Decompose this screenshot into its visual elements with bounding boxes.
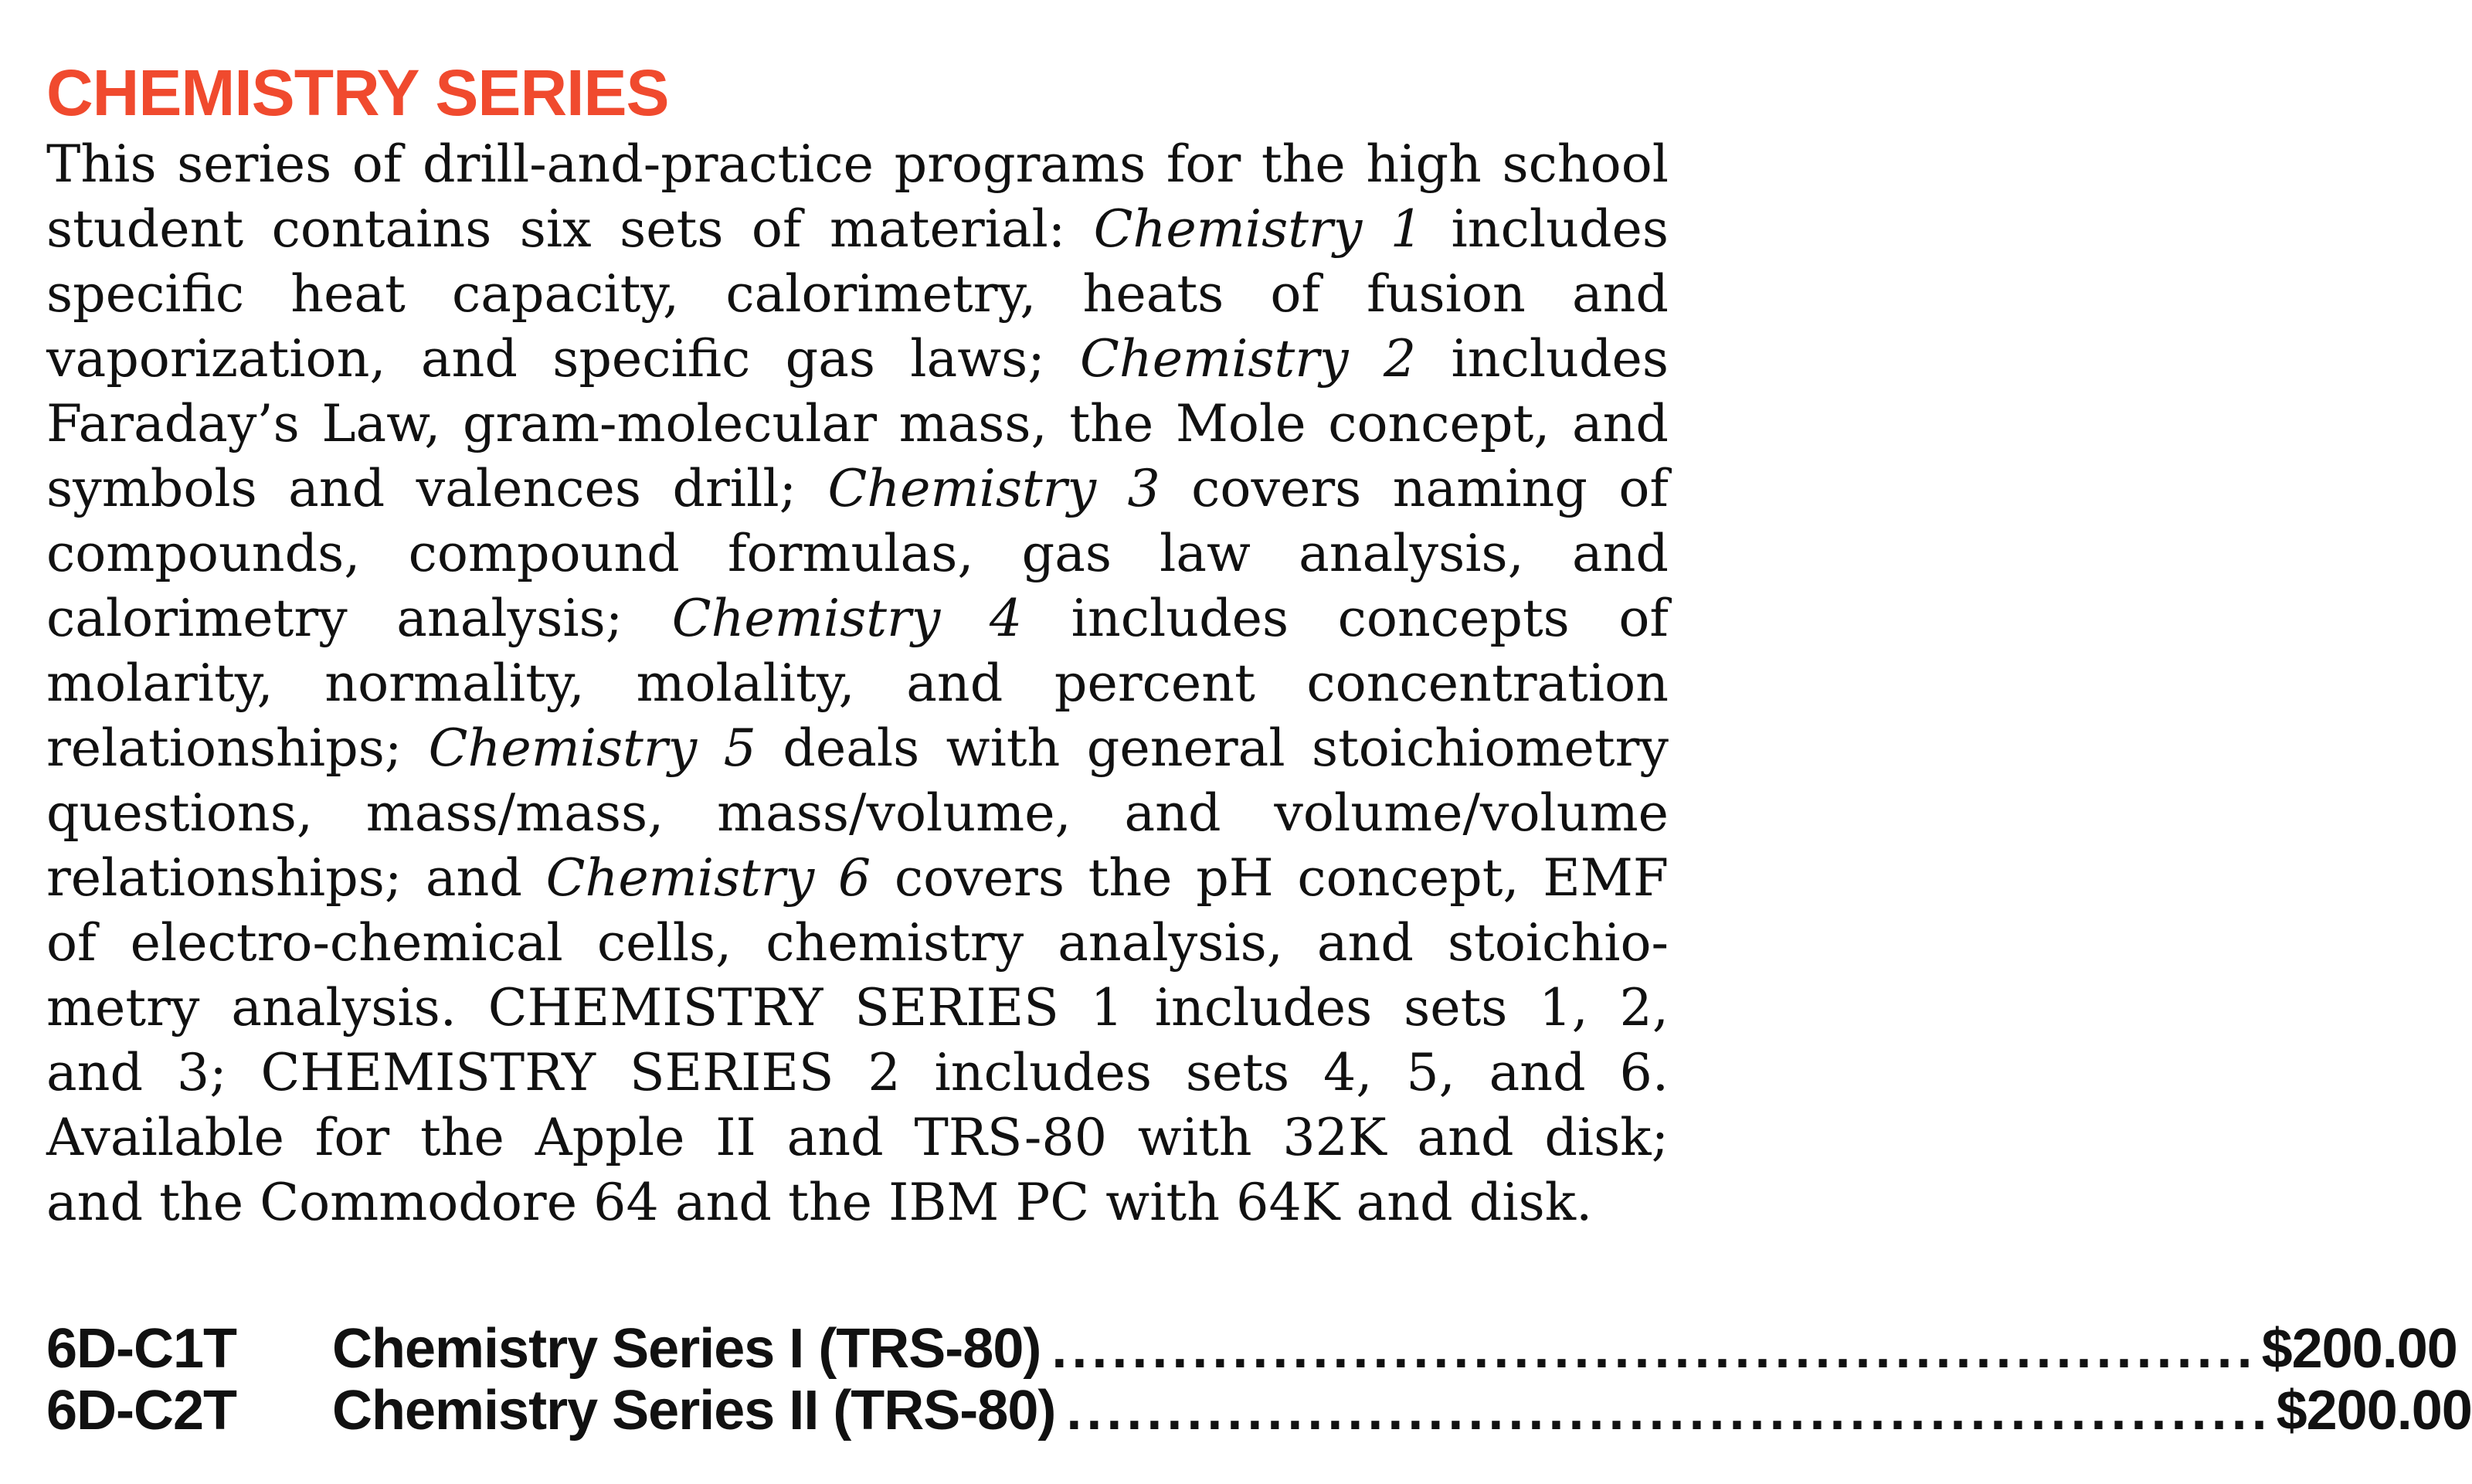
product-name: Chemistry Series I (TRS-80): [332, 1318, 1041, 1380]
text-segment: includes: [1416, 328, 1669, 389]
text-segment: relationships; and: [46, 847, 546, 908]
product-row: [46, 1379, 2472, 1442]
description-paragraph: [46, 131, 1669, 1234]
text-segment: metry analysis. CHEMISTRY SERIES 1 includes sets 1, 2,: [46, 977, 1669, 1037]
text-segment: vaporization, and specific gas laws;: [46, 328, 1080, 389]
text-segment: molarity, normality, molality, and percent concentration: [46, 653, 1669, 713]
product-price: $200.00: [2276, 1380, 2472, 1442]
text-segment: includes concepts of: [1022, 588, 1669, 648]
program-title: Chemistry 1: [1093, 199, 1424, 259]
text-segment: compounds, compound formulas, gas law analysis, and: [46, 523, 1669, 583]
product-list: [46, 1317, 2472, 1442]
program-title: Chemistry 6: [545, 847, 871, 908]
text-line: [46, 910, 1669, 975]
dot-leader: ............................................................: [1051, 1318, 2257, 1380]
dot-leader: ............................................................: [1066, 1380, 2272, 1442]
text-line: [46, 1170, 1669, 1234]
text-segment: and the Commodore 64 and the IBM PC with 64K and disk.: [46, 1172, 1593, 1232]
product-code: 6D-C1T: [46, 1318, 237, 1380]
program-title: Chemistry 2: [1079, 328, 1417, 389]
product-code: 6D-C2T: [46, 1380, 237, 1442]
text-segment: calorimetry analysis;: [46, 588, 672, 648]
text-line: [46, 326, 1669, 391]
text-segment: covers naming of: [1160, 458, 1669, 518]
text-segment: of electro-chemical cells, chemistry analysis, and stoichio-: [46, 912, 1669, 973]
text-segment: relationships;: [46, 718, 429, 778]
text-segment: Available for the Apple II and TRS-80 with 32K and disk;: [46, 1107, 1669, 1167]
text-line: [46, 1040, 1669, 1105]
program-title: Chemistry 3: [827, 458, 1160, 518]
text-segment: and 3; CHEMISTRY SERIES 2 includes sets 4, 5, and 6.: [46, 1042, 1669, 1102]
text-segment: This series of drill-and-practice programs for the high school: [46, 134, 1669, 194]
product-name: Chemistry Series II (TRS-80): [332, 1380, 1056, 1442]
text-line: [46, 1105, 1669, 1170]
text-segment: includes: [1423, 199, 1669, 259]
program-title: Chemistry 4: [671, 588, 1023, 648]
text-line: [46, 261, 1669, 326]
text-segment: specific heat capacity, calorimetry, heats of fusion and: [46, 263, 1669, 324]
text-segment: covers the pH concept, EMF: [871, 847, 1669, 908]
text-line: [46, 845, 1669, 910]
text-line: [46, 521, 1669, 586]
text-line: [46, 780, 1669, 845]
catalog-entry: [46, 54, 1669, 1234]
text-line: [46, 715, 1669, 780]
product-row: [46, 1317, 2457, 1380]
section-heading: CHEMISTRY SERIES: [46, 56, 669, 129]
text-line: [46, 391, 1669, 456]
text-line: [46, 196, 1669, 261]
text-segment: symbols and valences drill;: [46, 458, 828, 518]
text-segment: deals with general stoichiometry: [756, 718, 1669, 778]
text-line: [46, 975, 1669, 1040]
text-line: [46, 586, 1669, 650]
text-segment: student contains six sets of material:: [46, 199, 1094, 259]
text-line: [46, 456, 1669, 521]
text-line: [46, 650, 1669, 715]
product-price: $200.00: [2261, 1318, 2457, 1380]
text-segment: Faraday’s Law, gram-molecular mass, the Mole concept, and: [46, 393, 1669, 453]
text-segment: questions, mass/mass, mass/volume, and volume/volume: [46, 783, 1669, 843]
text-line: [46, 131, 1669, 196]
program-title: Chemistry 5: [428, 718, 756, 778]
